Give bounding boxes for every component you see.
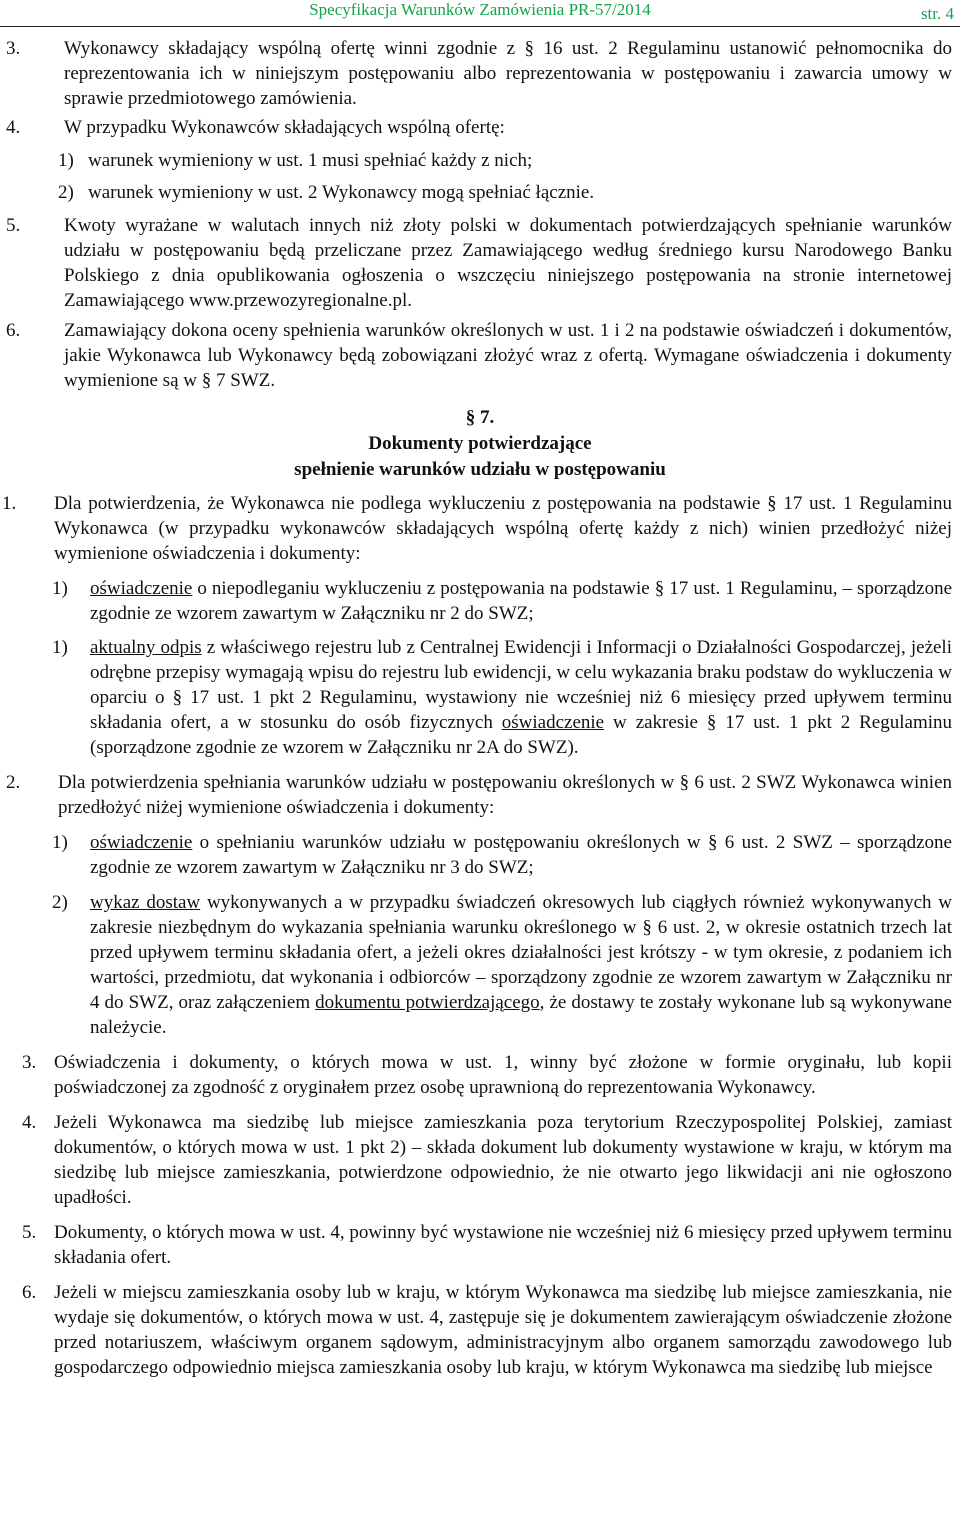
item-number: 6. <box>6 320 21 341</box>
item-text-rest: o niepodleganiu wykluczeniu z postępowania na podstawie § 17 ust. 1 Regulaminu, – sporządzone zgodnie ze wzorem zawartym w Załączniku nr 2 do SWZ; <box>90 578 952 624</box>
item-number: 1) <box>58 150 74 171</box>
item-text: Dla potwierdzenia spełniania warunków udziału w postępowaniu określonych w § 6 ust. 2 SWZ Wykonawca winien przedłożyć niżej wymienione oświadczenia i dokumenty: <box>58 772 952 818</box>
page-number: str. 4 <box>920 4 954 23</box>
item-text: Dla potwierdzenia, że Wykonawca nie podlega wykluczeniu z postępowania na podstawie § 17 ust. 1 Regulaminu Wykonawca (w przypadku wykonawców składających wspólną ofertę każdy z nich) winien przedłożyć niżej wymienione oświadczenia i dokumenty: <box>54 493 952 564</box>
page-header <box>0 0 960 26</box>
item-text <box>90 830 952 880</box>
section-sign: § 7. <box>465 407 495 428</box>
item-number: 2. <box>6 772 21 793</box>
item-number: 5. <box>22 1222 37 1243</box>
item-text <box>90 635 952 760</box>
item-number: 1) <box>52 832 68 853</box>
item-text <box>90 576 952 626</box>
item-text: warunek wymieniony w ust. 1 musi spełniać każdy z nich; <box>88 150 533 171</box>
list-item <box>6 115 952 140</box>
sub-list-item <box>58 180 960 205</box>
item-number: 5. <box>6 215 21 236</box>
item-text-rest: wykonywanych a w przypadku świadczeń okresowych lub ciągłych również wykonywanych w zakresie niezbędnym do wykazania spełniania warunku określonego w § 6 ust. 2, w okresie ostatnich trzech lat przed upływem terminu składania ofert, a jeżeli okres działalności jest krótszy - w tym okresie, z podaniem ich wartości, przedmiotu, dat wykonania i odbiorców – sporządzony zgodnie ze wzorem zawartym w Załączniku nr 4 do SWZ, oraz załączeniem <box>90 892 953 1013</box>
item-text: Wykonawcy składający wspólną ofertę winni zgodnie z § 16 ust. 2 Regulaminu ustanowić pełnomocnika do reprezentowania ich w niniejszym postępowaniu albo reprezentowania w postępowaniu i zawarcia umowy w sprawie przedmiotowego zamówienia. <box>64 38 952 109</box>
item-text: Jeżeli w miejscu zamieszkania osoby lub w kraju, w którym Wykonawca ma siedzibę lub miejsce zamieszkania, nie wydaje się dokumentów, o których mowa w ust. 4, zastępuje się je dokumentem zawierającym oświadczenie złożone przed notariuszem, właściwym organem sądowym, administracyjnym albo organem samorządu zawodowego lub gospodarczego odpowiednio miejsca zamieszkania osoby lub kraju, w którym Wykonawca ma siedzibę lub miejsce <box>54 1282 952 1378</box>
list-item <box>6 213 952 313</box>
list-item <box>22 1050 952 1100</box>
item-number: 6. <box>22 1282 37 1303</box>
item-number: 4. <box>6 117 21 138</box>
sub-list-item <box>58 148 960 173</box>
item-text: W przypadku Wykonawców składających wspólną ofertę: <box>64 117 505 138</box>
sub-list-item <box>52 830 952 880</box>
list-item <box>6 770 952 820</box>
sub-list-item <box>52 635 952 760</box>
list-item <box>6 318 952 393</box>
item-text-rest: w zakresie § 17 ust. 1 pkt 2 Regulaminu (sporządzone zgodnie ze wzorem w Załączniku nr 2A do SWZ). <box>90 712 953 758</box>
item-text: Zamawiający dokona oceny spełnienia warunków określonych w ust. 1 i 2 na podstawie oświadczeń i dokumentów, jakie Wykonawca lub Wykonawcy będą zobowiązani złożyć wraz z ofertą. Wymagane oświadczenia i dokumenty wymienione są w § 7 SWZ. <box>64 320 952 391</box>
item-number: 1) <box>52 637 68 658</box>
sub-list-item <box>52 576 952 626</box>
item-text: Oświadczenia i dokumenty, o których mowa w ust. 1, winny być złożone w formie oryginału, lub kopii poświadczonej za zgodność z oryginałem przez osobę uprawnioną do reprezentowania Wykonawcy. <box>54 1052 952 1098</box>
sub-list-item <box>52 890 952 1040</box>
underlined-term: oświadczenie <box>90 578 193 599</box>
underlined-term: dokumentu potwierdzającego <box>315 992 540 1013</box>
item-number: 2) <box>58 182 74 203</box>
section-title-line: Dokumenty potwierdzające <box>368 433 592 454</box>
item-text-rest: z właściwego rejestru lub z Centralnej Ewidencji i Informacji o Działalności Gospodarczej, jeżeli odrębne przepisy wymagają wpisu do rejestru lub ewidencji, w celu wykazania braku podstaw do wykluczenia w oparciu o § 17 ust. 1 pkt 2 Regulaminu, wystawiony nie wcześniej niż 6 miesięcy przed upływem terminu składania ofert, a w stosunku do osób fizycznych <box>90 637 952 733</box>
item-text: Dokumenty, o których mowa w ust. 4, powinny być wystawione nie wcześniej niż 6 miesięcy przed upływem terminu składania ofert. <box>54 1222 952 1268</box>
list-item <box>22 1220 952 1270</box>
item-text <box>90 890 952 1040</box>
document-title: Specyfikacja Warunków Zamówienia PR-57/2014 <box>309 0 651 19</box>
item-text: Jeżeli Wykonawca ma siedzibę lub miejsce zamieszkania poza terytorium Rzeczypospolitej Polskiej, zamiast dokumentów, o których mowa w ust. 1 pkt 2) – składa dokument lub dokumenty wystawione w kraju, w którym ma siedzibę lub miejsce zamieszkania, potwierdzone odpowiednio, że nie otwarto jego likwidacji ani nie ogłoszono upadłości. <box>54 1112 952 1208</box>
item-number: 1) <box>52 578 68 599</box>
section-title-line: spełnienie warunków udziału w postępowaniu <box>294 459 666 480</box>
item-text: Kwoty wyrażane w walutach innych niż złoty polski w dokumentach potwierdzających spełnianie warunków udziału w postępowaniu będą przeliczane przez Zamawiającego według średniego kursu Narodowego Banku Polskiego z dnia opublikowania ogłoszenia o wszczęciu niniejszego postępowania na stronie internetowej Zamawiającego www.przewozyregionalne.pl. <box>64 215 952 311</box>
item-number: 3. <box>22 1052 37 1073</box>
item-number: 4. <box>22 1112 37 1133</box>
item-text-rest: o spełnianiu warunków udziału w postępowaniu określonych w § 6 ust. 2 SWZ – sporządzone zgodnie ze wzorem zawartym w Załączniku nr 3 do SWZ; <box>90 832 952 878</box>
underlined-term: aktualny odpis <box>90 637 202 658</box>
document-body <box>0 36 960 1380</box>
underlined-term: oświadczenie <box>90 832 193 853</box>
header-divider <box>0 26 960 27</box>
list-item <box>22 1280 952 1380</box>
list-item <box>6 36 952 111</box>
section-heading <box>0 405 960 483</box>
list-item <box>22 1110 952 1210</box>
item-text: warunek wymieniony w ust. 2 Wykonawcy mogą spełniać łącznie. <box>88 182 595 203</box>
underlined-term: oświadczenie <box>501 712 605 733</box>
list-item <box>2 491 952 566</box>
item-number: 3. <box>6 38 21 59</box>
item-number: 2) <box>52 892 68 913</box>
underlined-term: wykaz dostaw <box>90 892 201 913</box>
item-number: 1. <box>2 493 17 514</box>
item-text-rest: , że dostawy te zostały wykonane lub są wykonywane należycie. <box>90 992 952 1038</box>
